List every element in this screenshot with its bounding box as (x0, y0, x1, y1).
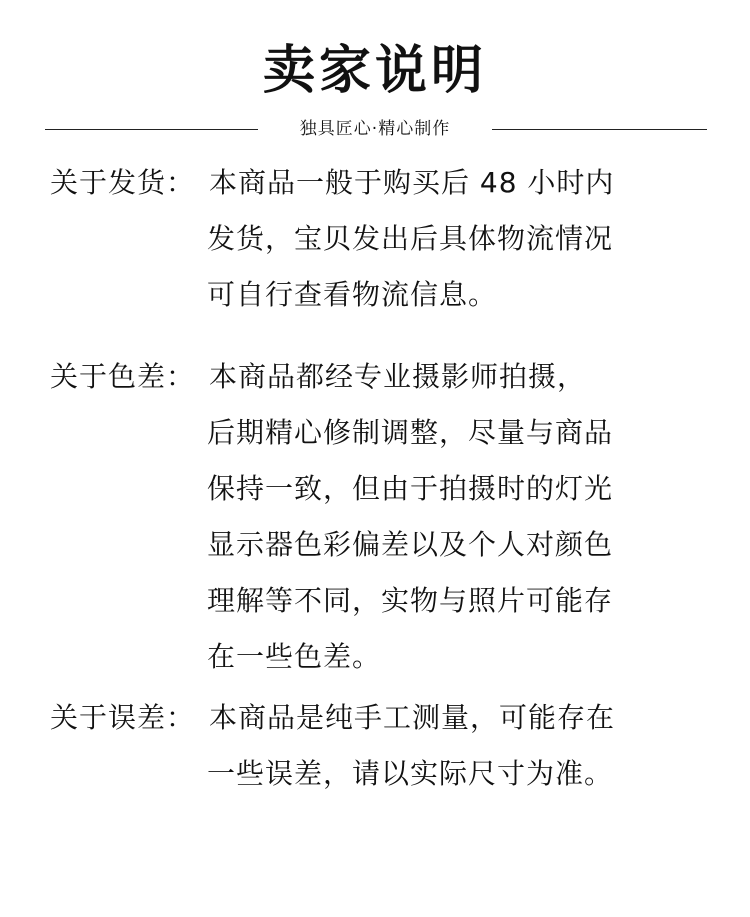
page-title: 卖家说明 (262, 41, 487, 101)
divider-right (492, 129, 707, 130)
divider-left (45, 129, 258, 130)
section-line: 在一些色差。 (207, 640, 382, 673)
section-line: 发货，宝贝发出后具体物流情况 (207, 222, 614, 255)
section-line: 本商品一般于购买后 48 小时内 (209, 166, 615, 199)
section-line: 本商品是纯手工测量，可能存在 (209, 701, 616, 734)
section-line: 本商品都经专业摄影师拍摄， (209, 360, 587, 393)
section-body (207, 690, 615, 802)
subtitle-row (0, 116, 750, 142)
section-body (207, 155, 614, 323)
section-line: 后期精心修制调整，尽量与商品 (207, 416, 614, 449)
section-line: 理解等不同，实物与照片可能存 (207, 584, 614, 617)
section-line: 保持一致，但由于拍摄时的灯光 (207, 472, 614, 505)
section-label: 关于色差： (50, 360, 196, 393)
section-line: 一些误差，请以实际尺寸为准。 (207, 757, 614, 790)
section-label: 关于误差： (50, 701, 196, 734)
section-body (207, 349, 613, 685)
section-line: 显示器色彩偏差以及个人对颜色 (207, 528, 614, 561)
subtitle: 独具匠心·精心制作 (299, 119, 451, 139)
section-label: 关于发货： (50, 166, 196, 199)
section-line: 可自行查看物流信息。 (207, 278, 498, 311)
